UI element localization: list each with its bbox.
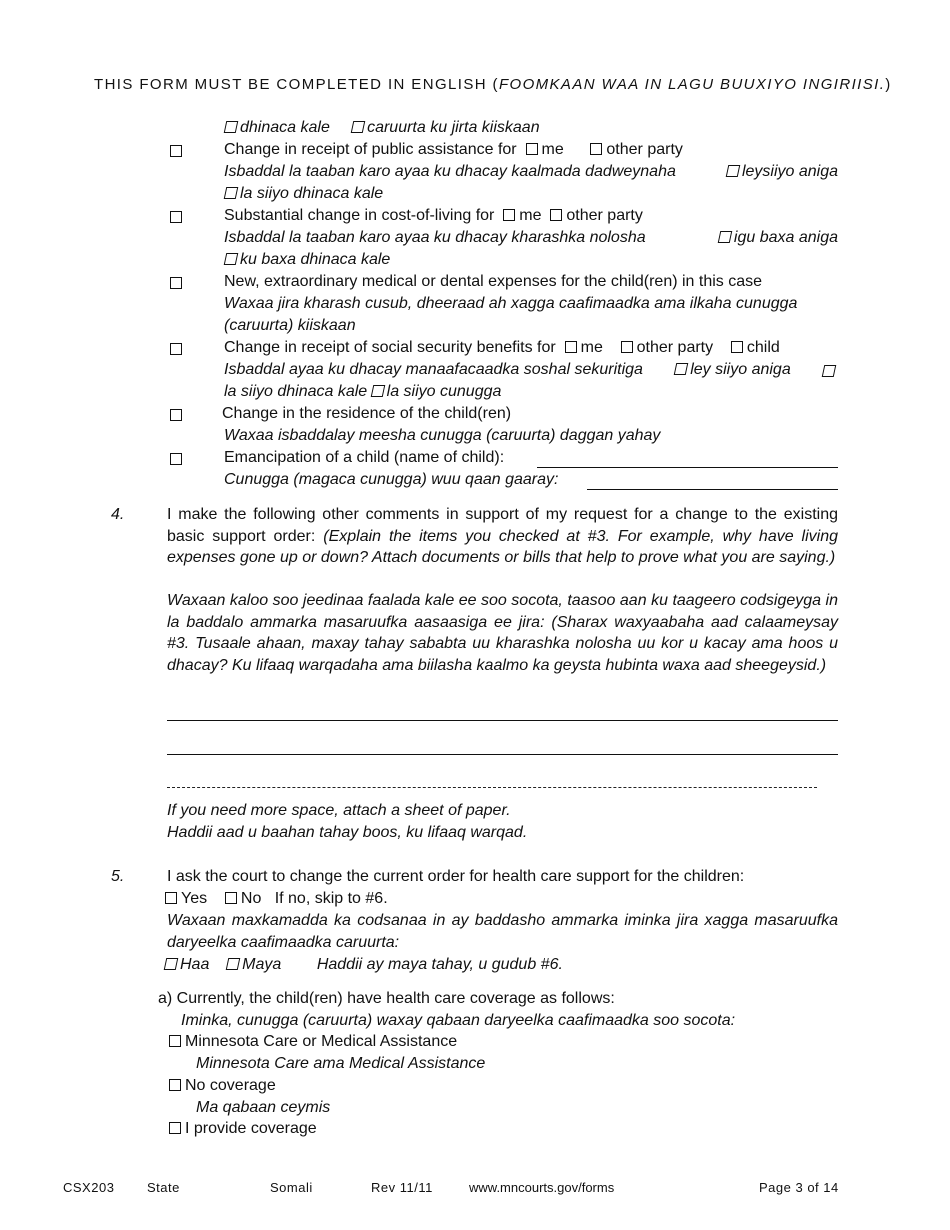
- coverage-option-3: I provide coverage: [169, 1118, 317, 1140]
- checkbox-yes-so[interactable]: [164, 958, 179, 970]
- checkbox-col-other-so[interactable]: [224, 253, 239, 265]
- residence-so: Waxaa isbaddalay meesha cunugga (caruurta) daggan yahay: [224, 427, 661, 444]
- checkbox-other-party-so[interactable]: [224, 121, 239, 133]
- checkbox-emancipation[interactable]: [170, 453, 182, 465]
- checkbox-col-me[interactable]: [503, 209, 515, 221]
- more-space-so: Haddii aad u baahan tahay boos, ku lifaaq warqad.: [167, 824, 528, 841]
- coverage-question-so: Iminka, cunugga (caruurta) waxay qabaan daryeelka caafimaadka soo socota:: [181, 1012, 736, 1029]
- emancipation-name-field-so[interactable]: [587, 489, 838, 490]
- footer-url[interactable]: www.mncourts.gov/forms: [469, 1180, 615, 1195]
- checkbox-i-provide[interactable]: [169, 1122, 181, 1134]
- checkbox-ss-child[interactable]: [731, 341, 743, 353]
- checkbox-minnesota-care[interactable]: [169, 1035, 181, 1047]
- checkbox-public-assistance[interactable]: [170, 145, 182, 157]
- form-notice: THIS FORM MUST BE COMPLETED IN ENGLISH (FOOMKAAN WAA IN LAGU BUUXIYO INGIRIISI.): [94, 76, 892, 93]
- cost-of-living-so: Isbaddal la taaban karo ayaa ku dhacay kharashka nolosha igu baxa aniga: [224, 229, 838, 246]
- footer-state: State: [147, 1180, 180, 1195]
- coverage-option-1-so: Minnesota Care ama Medical Assistance: [196, 1055, 486, 1072]
- section-5-options-so: Haa Maya Haddii ay maya tahay, u gudub #6.: [165, 954, 563, 976]
- coverage-question: a) Currently, the child(ren) have health care coverage as follows:: [158, 990, 615, 1007]
- section-5-text: I ask the court to change the current order for health care support for the children:: [167, 868, 745, 885]
- comments-line-1[interactable]: [167, 720, 838, 721]
- checkbox-col-me-so[interactable]: [718, 231, 733, 243]
- section-5-text-so: Waxaan maxkamadda ka codsanaa in ay baddasho ammarka iminka jira xagga masaruufka daryeelka caafimaadka caruurta:: [167, 912, 838, 951]
- medical-so-1: Waxaa jira kharash cusub, dheeraad ah xagga caafimaadka ama ilkaha cunugga: [224, 295, 798, 312]
- coverage-option-1: Minnesota Care or Medical Assistance: [169, 1031, 457, 1053]
- more-space-en: If you need more space, attach a sheet of paper.: [167, 802, 511, 819]
- section-4-number: 4.: [111, 506, 125, 523]
- cost-of-living-so-2: ku baxa dhinaca kale: [225, 249, 390, 271]
- cost-of-living-en: Substantial change in cost-of-living for me other party: [224, 207, 643, 224]
- social-security-en: Change in receipt of social security benefits for me other party child: [224, 339, 780, 356]
- emancipation-so: Cunugga (magaca cunugga) wuu qaan gaaray:: [224, 471, 559, 488]
- checkbox-cost-of-living[interactable]: [170, 211, 182, 223]
- checkbox-social-security[interactable]: [170, 343, 182, 355]
- public-assistance-so-2: la siiyo dhinaca kale: [225, 183, 383, 205]
- checkbox-pa-me[interactable]: [526, 143, 538, 155]
- social-security-so-2: la siiyo dhinaca kale la siiyo cunugga: [224, 383, 502, 400]
- checkbox-col-other[interactable]: [550, 209, 562, 221]
- checkbox-pa-other-so[interactable]: [224, 187, 239, 199]
- social-security-so: Isbaddal ayaa ku dhacay manaafacaadka soshal sekuritiga ley siiyo aniga: [224, 359, 838, 381]
- checkbox-ss-other[interactable]: [621, 341, 633, 353]
- checkbox-no-coverage[interactable]: [169, 1079, 181, 1091]
- checkbox-pa-me-so[interactable]: [726, 165, 741, 177]
- comments-line-2[interactable]: [167, 754, 838, 755]
- checkbox-no-so[interactable]: [226, 958, 241, 970]
- public-assistance-en: Change in receipt of public assistance for me other party: [224, 141, 683, 158]
- residence-en: Change in the residence of the child(ren): [222, 405, 512, 422]
- footer-page-number: Page 3 of 14: [759, 1180, 839, 1195]
- coverage-option-2: No coverage: [169, 1075, 276, 1097]
- checkbox-ss-me-so[interactable]: [674, 363, 689, 375]
- public-assistance-so: Isbaddal la taaban karo ayaa ku dhacay kaalmada dadweynaha leysiiyo aniga: [224, 163, 838, 180]
- coverage-option-2-so: Ma qabaan ceymis: [196, 1099, 331, 1116]
- comments-line-3[interactable]: [167, 787, 817, 788]
- checkbox-ss-child-so[interactable]: [370, 385, 385, 397]
- section-4-text-so: Waxaan kaloo soo jeedinaa faalada kale ee soo socota, taasoo aan ku taageero codsigeyga in la baddalo ammarka masaruufka aasaasiga ee jira: (Sharax waxyaabaha aad calaameysay #3. Tusaale ahaan, maxay tahay sababta uu kharashka nolosha uu kor u kacay ama hoos u dhacay? Ku lifaaq warqadaha ama biilasha kaalmo ka geysta hubinta waxa aad sheegeysid.): [167, 592, 838, 674]
- checkbox-ss-other-so[interactable]: [822, 365, 837, 377]
- medical-en: New, extraordinary medical or dental expenses for the child(ren) in this case: [224, 273, 763, 290]
- checkbox-no[interactable]: [225, 892, 237, 904]
- section-4-text: I make the following other comments in support of my request for a change to the existing basic support order: (Explain the items you checked at #3. For example, why have living expenses gone up or down? Attach documents or bills that help to prove what you are saying.): [167, 506, 838, 567]
- section-5-options: Yes No If no, skip to #6.: [165, 888, 388, 910]
- footer-revision: Rev 11/11: [371, 1180, 433, 1195]
- emancipation-en: Emancipation of a child (name of child):: [224, 449, 505, 466]
- checkbox-pa-other[interactable]: [590, 143, 602, 155]
- cont-options: dhinaca kale caruurta ku jirta kiiskaan: [225, 117, 540, 139]
- checkbox-ss-me[interactable]: [565, 341, 577, 353]
- checkbox-children-so[interactable]: [351, 121, 366, 133]
- footer-form-id: CSX203: [63, 1180, 115, 1195]
- checkbox-residence[interactable]: [170, 409, 182, 421]
- checkbox-medical[interactable]: [170, 277, 182, 289]
- checkbox-yes[interactable]: [165, 892, 177, 904]
- emancipation-name-field[interactable]: [537, 467, 838, 468]
- footer-language: Somali: [270, 1180, 313, 1195]
- medical-so-2: (caruurta) kiiskaan: [224, 317, 356, 334]
- section-5-number: 5.: [111, 868, 125, 885]
